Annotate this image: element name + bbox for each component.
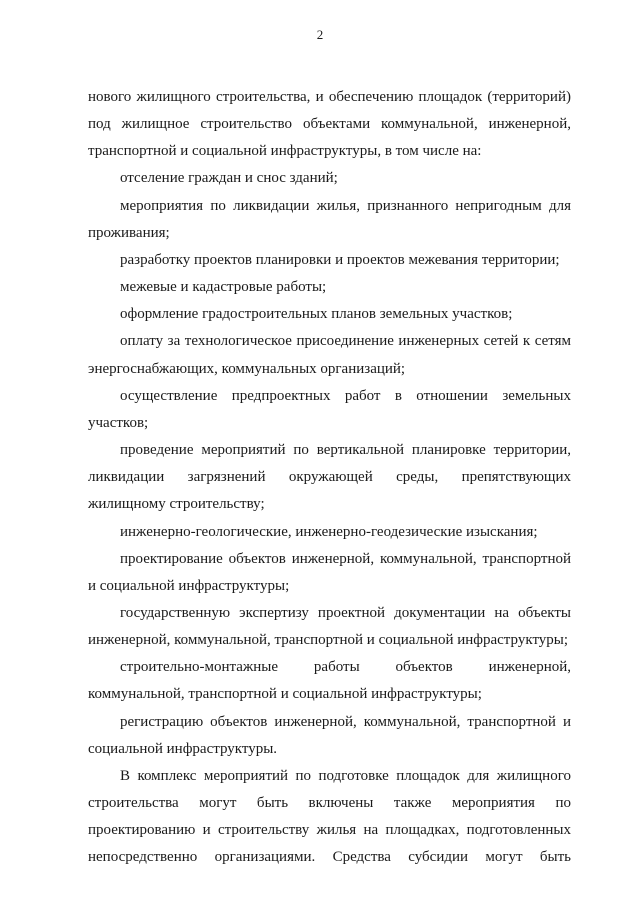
list-item-resettlement: отселение граждан и снос зданий; [120,170,338,187]
list-item-construction: строительно-монтажные работы объектов инженерной, коммунальной, транспортной и социальной инфраструктуры; [88,659,571,703]
list-item-planning-projects: разработку проектов планировки и проектов межевания территории; [120,251,560,268]
list-item-registration: регистрацию объектов инженерной, коммунальной, транспортной и социальной инфраструктуры. [88,713,571,757]
document-body [88,84,571,872]
list-item-state-expertise: государственную экспертизу проектной документации на объекты инженерной, коммунальной, транспортной и социальной инфраструктуры; [88,604,571,649]
list-item-vertical-planning: проведение мероприятий по вертикальной планировке территории, ликвидации загрязнений окружающей среды, препятствующих жилищному строительству; [88,442,571,513]
list-item-grid-connection: оплату за технологическое присоединение инженерных сетей к сетям энергоснабжающих, коммунальных организаций; [88,333,571,377]
paragraph-complex-measures: В комплекс мероприятий по подготовке площадок для жилищного строительства могут быть включены также мероприятия по проектированию и строительству жилья на площадках, подготовленных непосредственно организациями. Средства субсидии могут быть [88,767,571,866]
list-item-urban-plans: оформление градостроительных планов земельных участков; [120,306,513,323]
paragraph-continuation: нового жилищного строительства, и обеспечению площадок (территорий) под жилищное строительство объектами коммунальной, инженерной, транспортной и социальной инфраструктуры, в том числе на: [88,89,571,160]
list-item-surveys: инженерно-геологические, инженерно-геодезические изыскания; [120,523,538,540]
list-item-unfit-housing: мероприятия по ликвидации жилья, признанного непригодным для проживания; [88,197,571,241]
page-number: 2 [316,27,324,42]
list-item-preproject-works: осуществление предпроектных работ в отношении земельных участков; [88,387,571,431]
list-item-design: проектирование объектов инженерной, коммунальной, транспортной и социальной инфраструктуры; [88,550,571,594]
list-item-cadastral-works: межевые и кадастровые работы; [120,279,327,296]
